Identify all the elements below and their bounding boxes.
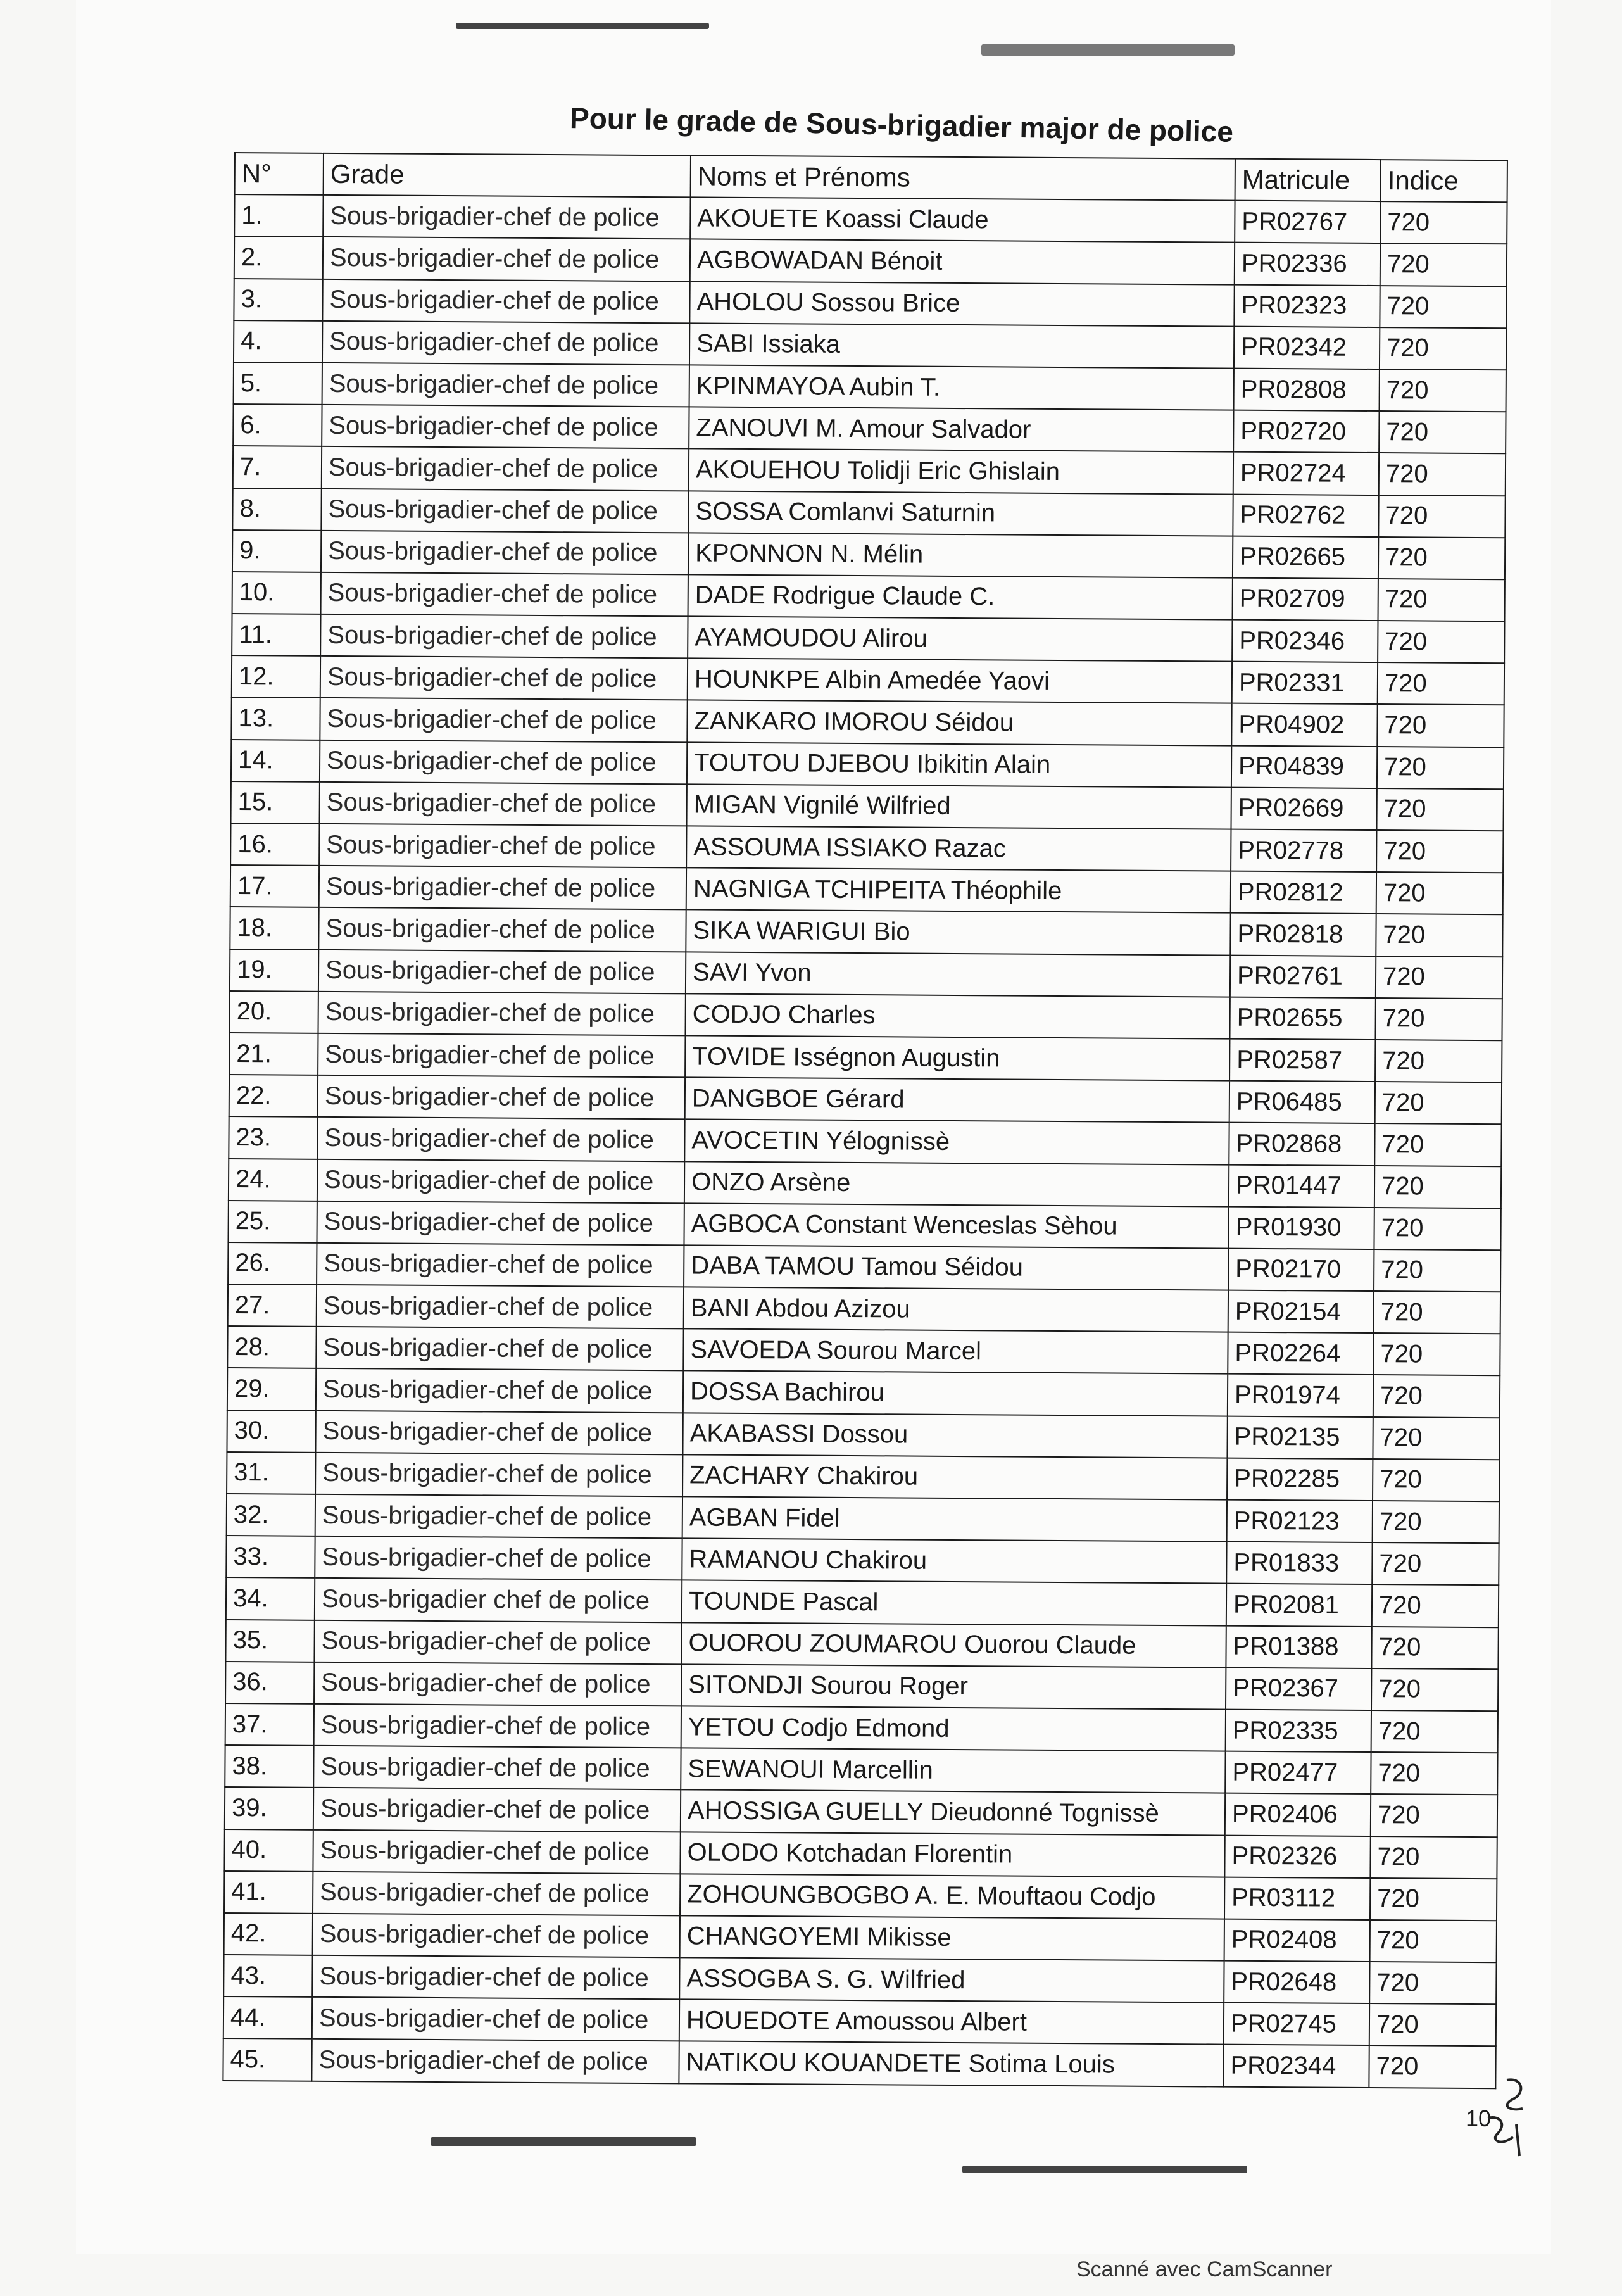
row-indice: 720 (1370, 1836, 1497, 1879)
row-grade: Sous-brigadier-chef de police (323, 195, 690, 239)
table-header-row (235, 153, 1507, 202)
row-grade: Sous-brigadier-chef de police (322, 363, 689, 407)
row-name: ZACHARY Chakirou (682, 1454, 1227, 1499)
table-row (230, 865, 1503, 914)
row-matricule: PR02669 (1231, 787, 1376, 830)
table-row (233, 446, 1506, 495)
row-grade: Sous-brigadier-chef de police (315, 1494, 682, 1539)
row-number: 13. (231, 697, 320, 740)
table-row (224, 1829, 1497, 1878)
header-indice: Indice (1381, 160, 1507, 202)
row-matricule: PR02812 (1231, 871, 1376, 914)
table-row (224, 1913, 1497, 1962)
row-number: 2. (234, 236, 323, 279)
row-matricule: PR02665 (1233, 536, 1378, 579)
row-number: 36. (225, 1662, 314, 1704)
redaction-bar (962, 2166, 1247, 2173)
row-number: 34. (226, 1577, 315, 1620)
row-grade: Sous-brigadier-chef de police (318, 949, 686, 993)
row-matricule: PR02331 (1232, 662, 1378, 705)
row-matricule: PR04839 (1231, 745, 1377, 788)
row-number: 30. (227, 1410, 315, 1453)
row-grade: Sous-brigadier-chef de police (314, 1620, 681, 1664)
row-name: NATIKOU KOUANDETE Sotima Louis (679, 2041, 1223, 2086)
row-number: 10. (232, 572, 321, 614)
row-indice: 720 (1369, 2045, 1495, 2088)
row-name: AKOUETE Koassi Claude (690, 198, 1235, 243)
redaction-bar (456, 23, 709, 29)
row-matricule: PR02342 (1234, 326, 1380, 369)
row-grade: Sous-brigadier-chef de police (322, 321, 689, 365)
row-number: 38. (225, 1745, 313, 1788)
row-number: 24. (229, 1158, 317, 1201)
table-row (229, 1116, 1501, 1166)
row-grade: Sous-brigadier-chef de police (316, 1327, 683, 1371)
table-body (223, 194, 1507, 2088)
row-matricule: PR02767 (1235, 201, 1380, 244)
row-number: 21. (229, 1033, 318, 1075)
row-grade: Sous-brigadier-chef de police (311, 2039, 679, 2083)
row-name: CODJO Charles (685, 993, 1229, 1038)
row-indice: 720 (1375, 1082, 1502, 1124)
row-indice: 720 (1371, 1668, 1498, 1711)
row-name: AGBAN Fidel (682, 1496, 1227, 1541)
row-grade: Sous-brigadier-chef de police (323, 237, 690, 281)
row-matricule: PR02135 (1227, 1416, 1373, 1459)
row-indice: 720 (1369, 2003, 1496, 2046)
row-indice: 720 (1379, 453, 1506, 495)
table-row (225, 1745, 1497, 1795)
row-matricule: PR02655 (1229, 997, 1375, 1040)
row-grade: Sous-brigadier-chef de police (320, 656, 688, 700)
row-grade: Sous-brigadier-chef de police (321, 572, 688, 617)
row-grade: Sous-brigadier-chef de police (318, 1033, 685, 1078)
row-indice: 720 (1373, 1333, 1500, 1375)
table-row (225, 1620, 1498, 1669)
row-number: 40. (224, 1829, 313, 1871)
row-name: SOSSA Comlanvi Saturnin (688, 491, 1233, 536)
row-indice: 720 (1372, 1542, 1499, 1585)
row-matricule: PR02285 (1227, 1458, 1373, 1501)
row-grade: Sous-brigadier chef de police (315, 1578, 682, 1622)
row-grade: Sous-brigadier-chef de police (315, 1536, 682, 1580)
row-matricule: PR02709 (1233, 578, 1378, 621)
row-name: OUOROU ZOUMAROU Ouorou Claude (681, 1622, 1226, 1667)
row-indice: 720 (1371, 1752, 1497, 1795)
row-matricule: PR02745 (1224, 2003, 1369, 2046)
row-matricule: PR06485 (1229, 1081, 1375, 1124)
table-row (231, 697, 1504, 747)
row-matricule: PR02336 (1235, 243, 1380, 286)
row-matricule: PR02154 (1228, 1290, 1374, 1334)
row-matricule: PR01447 (1229, 1164, 1374, 1208)
table-row (228, 1242, 1500, 1292)
row-indice: 720 (1380, 243, 1507, 286)
table-row (232, 488, 1505, 537)
row-indice: 720 (1374, 1249, 1500, 1292)
row-matricule: PR02081 (1226, 1584, 1372, 1627)
row-name: AGBOCA Constant Wenceslas Sèhou (684, 1203, 1228, 1248)
row-indice: 720 (1377, 704, 1504, 747)
row-matricule: PR02808 (1234, 369, 1380, 412)
row-indice: 720 (1375, 1040, 1502, 1082)
row-grade: Sous-brigadier-chef de police (318, 1075, 685, 1120)
row-number: 20. (230, 991, 318, 1033)
row-indice: 720 (1371, 1794, 1497, 1836)
row-matricule: PR02761 (1230, 955, 1376, 998)
table-row (227, 1368, 1500, 1417)
row-indice: 720 (1376, 872, 1503, 914)
row-grade: Sous-brigadier-chef de police (320, 740, 687, 784)
row-grade: Sous-brigadier-chef de police (319, 824, 686, 868)
row-grade: Sous-brigadier-chef de police (322, 405, 689, 449)
row-grade: Sous-brigadier-chef de police (317, 1285, 684, 1329)
row-indice: 720 (1378, 579, 1505, 621)
row-matricule: PR04902 (1231, 703, 1377, 747)
row-indice: 720 (1371, 1710, 1498, 1753)
row-indice: 720 (1380, 201, 1507, 244)
row-number: 31. (227, 1452, 315, 1494)
row-number: 3. (234, 279, 322, 321)
row-name: ONZO Arsène (684, 1161, 1229, 1206)
row-matricule: PR02323 (1234, 284, 1380, 327)
row-name: SEWANOUI Marcellin (681, 1748, 1225, 1793)
row-number: 22. (229, 1075, 318, 1117)
row-grade: Sous-brigadier-chef de police (314, 1662, 681, 1706)
row-name: DANGBOE Gérard (685, 1078, 1229, 1123)
row-grade: Sous-brigadier-chef de police (317, 1201, 684, 1246)
row-name: KPINMAYOA Aubin T. (689, 365, 1234, 410)
row-number: 23. (229, 1116, 317, 1159)
row-number: 41. (224, 1871, 313, 1914)
row-name: KPONNON N. Mélin (688, 533, 1233, 577)
row-name: SITONDJI Sourou Roger (681, 1664, 1226, 1709)
table-row (226, 1536, 1499, 1585)
row-indice: 720 (1370, 1878, 1497, 1921)
row-number: 11. (232, 614, 320, 656)
row-matricule: PR02648 (1224, 1961, 1369, 2004)
table-row (230, 949, 1502, 999)
row-number: 19. (230, 949, 318, 992)
row-indice: 720 (1380, 369, 1506, 412)
page-number: 10 (1466, 2105, 1492, 2131)
row-name: RAMANOU Chakirou (682, 1539, 1226, 1584)
row-grade: Sous-brigadier-chef de police (313, 1871, 680, 1915)
row-indice: 720 (1372, 1584, 1499, 1627)
row-grade: Sous-brigadier-chef de police (321, 488, 688, 533)
table-row (229, 1033, 1502, 1082)
header-number: N° (235, 153, 324, 195)
row-indice: 720 (1379, 411, 1506, 453)
row-name: ZANOUVI M. Amour Salvador (689, 407, 1233, 452)
row-grade: Sous-brigadier-chef de police (320, 614, 688, 659)
row-matricule: PR02367 (1226, 1667, 1371, 1710)
table-row (234, 320, 1506, 370)
row-indice: 720 (1377, 747, 1504, 789)
row-indice: 720 (1375, 998, 1502, 1040)
row-matricule: PR01930 (1228, 1206, 1374, 1249)
personnel-table (222, 152, 1508, 2089)
row-name: CHANGOYEMI Mikisse (680, 1915, 1224, 1960)
row-indice: 720 (1370, 1920, 1497, 1962)
handwritten-initials (1462, 2074, 1538, 2162)
table-row (231, 781, 1504, 831)
row-grade: Sous-brigadier-chef de police (316, 1368, 683, 1413)
row-number: 1. (234, 194, 323, 237)
row-name: MIGAN Vignilé Wilfried (687, 784, 1231, 829)
row-name: DADE Rodrigue Claude C. (688, 574, 1233, 619)
row-number: 17. (230, 865, 319, 907)
row-name: ASSOGBA S. G. Wilfried (679, 1957, 1224, 2002)
table-row (232, 530, 1505, 579)
row-indice: 720 (1380, 327, 1506, 370)
row-number: 39. (225, 1787, 313, 1829)
page-title: Pour le grade de Sous-brigadier major de police (569, 101, 1234, 148)
row-number: 18. (230, 907, 318, 949)
row-name: SAVI Yvon (686, 952, 1230, 997)
row-grade: Sous-brigadier-chef de police (315, 1453, 682, 1497)
row-grade: Sous-brigadier-chef de police (313, 1914, 680, 1958)
row-name: ASSOUMA ISSIAKO Razac (686, 826, 1231, 871)
row-number: 28. (227, 1326, 316, 1368)
table-row (234, 236, 1507, 286)
header-matricule: Matricule (1235, 159, 1381, 202)
table-row (225, 1787, 1497, 1836)
row-indice: 720 (1376, 956, 1502, 999)
header-names: Noms et Prénoms (691, 155, 1235, 200)
row-name: YETOU Codjo Edmond (681, 1706, 1226, 1751)
row-indice: 720 (1378, 621, 1504, 663)
row-name: AKOUEHOU Tolidji Eric Ghislain (689, 449, 1233, 494)
row-name: DABA TAMOU Tamou Séidou (684, 1245, 1228, 1290)
row-name: BANI Abdou Azizou (684, 1287, 1228, 1332)
row-name: AKABASSI Dossou (682, 1413, 1227, 1458)
row-indice: 720 (1373, 1459, 1499, 1501)
row-name: DOSSA Bachirou (683, 1371, 1228, 1416)
table-row (223, 1955, 1496, 2004)
row-matricule: PR01388 (1226, 1625, 1371, 1668)
row-name: TOUTOU DJEBOU Ibikitin Alain (687, 742, 1231, 787)
row-name: ZANKARO IMOROU Séidou (687, 700, 1231, 745)
row-name: SIKA WARIGUI Bio (686, 910, 1230, 955)
row-number: 27. (228, 1284, 317, 1327)
row-name: AGBOWADAN Bénoit (690, 239, 1235, 284)
row-number: 43. (223, 1955, 312, 1997)
table-row (232, 614, 1504, 663)
row-matricule: PR02724 (1233, 452, 1379, 495)
row-number: 7. (233, 446, 322, 488)
row-matricule: PR02868 (1229, 1123, 1374, 1166)
row-matricule: PR02406 (1225, 1793, 1371, 1836)
row-indice: 720 (1369, 1962, 1496, 2004)
table-row (234, 279, 1506, 328)
row-number: 42. (224, 1913, 313, 1955)
row-indice: 720 (1378, 662, 1504, 705)
row-grade: Sous-brigadier-chef de police (322, 279, 689, 323)
row-name: AYAMOUDOU Alirou (688, 616, 1232, 661)
table-row (223, 1996, 1496, 2046)
table-row (227, 1410, 1499, 1460)
row-matricule: PR02264 (1228, 1332, 1373, 1375)
row-matricule: PR01833 (1226, 1542, 1372, 1585)
row-indice: 720 (1376, 830, 1503, 873)
table-row (234, 362, 1506, 412)
row-grade: Sous-brigadier-chef de police (313, 1788, 681, 1832)
row-indice: 720 (1373, 1417, 1499, 1460)
row-number: 14. (231, 740, 320, 782)
row-number: 35. (225, 1620, 314, 1662)
row-grade: Sous-brigadier-chef de police (314, 1704, 681, 1748)
row-name: OLODO Kotchadan Florentin (680, 1832, 1224, 1877)
row-indice: 720 (1380, 286, 1506, 328)
table-row (223, 2038, 1495, 2088)
row-indice: 720 (1376, 788, 1503, 831)
row-number: 15. (231, 781, 320, 824)
row-indice: 720 (1378, 537, 1505, 579)
table-row (225, 1662, 1498, 1711)
table-row (227, 1494, 1499, 1543)
row-grade: Sous-brigadier-chef de police (317, 1159, 684, 1203)
row-grade: Sous-brigadier-chef de police (320, 698, 687, 742)
row-matricule: PR02587 (1229, 1039, 1375, 1082)
row-grade: Sous-brigadier-chef de police (322, 446, 689, 491)
row-number: 6. (233, 404, 322, 446)
redaction-bar (981, 44, 1235, 56)
table-row (230, 907, 1502, 956)
row-number: 25. (228, 1201, 317, 1243)
row-name: SAVOEDA Sourou Marcel (683, 1329, 1228, 1374)
row-indice: 720 (1374, 1166, 1501, 1208)
row-grade: Sous-brigadier-chef de police (313, 1829, 680, 1874)
row-grade: Sous-brigadier-chef de police (318, 907, 686, 952)
row-number: 9. (232, 530, 321, 572)
table-row (228, 1201, 1500, 1250)
row-number: 4. (234, 320, 322, 363)
row-grade: Sous-brigadier-chef de police (312, 1997, 679, 2041)
table-row (230, 823, 1503, 873)
row-name: TOVIDE Isségnon Augustin (685, 1035, 1229, 1080)
row-number: 29. (227, 1368, 316, 1410)
row-grade: Sous-brigadier-chef de police (321, 531, 688, 575)
row-matricule: PR01974 (1228, 1374, 1373, 1417)
row-indice: 720 (1373, 1375, 1500, 1417)
row-number: 16. (230, 823, 319, 866)
redaction-bar (431, 2137, 696, 2146)
table-row (228, 1284, 1500, 1334)
row-name: ZOHOUNGBOGBO A. E. Mouftaou Codjo (680, 1874, 1224, 1919)
row-grade: Sous-brigadier-chef de police (319, 866, 686, 910)
row-grade: Sous-brigadier-chef de police (313, 1746, 681, 1790)
table-row (233, 404, 1506, 453)
row-grade: Sous-brigadier-chef de police (312, 1955, 679, 2000)
row-matricule: PR02720 (1233, 410, 1379, 453)
row-name: HOUEDOTE Amoussou Albert (679, 2000, 1224, 2045)
row-number: 44. (223, 1996, 312, 2039)
table-row (227, 1326, 1500, 1375)
row-indice: 720 (1374, 1208, 1500, 1250)
row-grade: Sous-brigadier-chef de police (317, 1243, 684, 1287)
row-grade: Sous-brigadier-chef de police (317, 1117, 684, 1161)
row-name: TOUNDE Pascal (682, 1580, 1226, 1625)
row-matricule: PR02123 (1227, 1500, 1373, 1543)
table-row (227, 1452, 1499, 1501)
row-number: 12. (232, 655, 320, 698)
row-matricule: PR02326 (1224, 1835, 1370, 1878)
row-name: AHOLOU Sossou Brice (689, 281, 1234, 326)
row-matricule: PR02344 (1223, 2045, 1369, 2088)
row-indice: 720 (1373, 1501, 1499, 1543)
row-number: 5. (234, 362, 322, 405)
row-name: AVOCETIN Yélognissè (684, 1120, 1229, 1164)
table-row (230, 991, 1502, 1040)
row-matricule: PR02335 (1226, 1710, 1371, 1753)
table-row (226, 1577, 1499, 1627)
row-name: HOUNKPE Albin Amedée Yaovi (688, 659, 1232, 703)
row-name: SABI Issiaka (689, 323, 1234, 368)
row-number: 33. (226, 1536, 315, 1578)
row-matricule: PR03112 (1224, 1877, 1370, 1920)
row-matricule: PR02818 (1230, 913, 1376, 956)
table-row (232, 572, 1505, 621)
table-row (225, 1703, 1498, 1753)
table-row (224, 1871, 1497, 1921)
row-name: NAGNIGA TCHIPEITA Théophile (686, 868, 1231, 913)
row-number: 8. (232, 488, 321, 530)
table-row (229, 1075, 1502, 1124)
table-row (231, 740, 1504, 789)
row-indice: 720 (1376, 914, 1502, 956)
table-row (229, 1158, 1501, 1208)
row-number: 26. (228, 1242, 317, 1285)
row-indice: 720 (1378, 495, 1505, 538)
row-grade: Sous-brigadier-chef de police (318, 992, 686, 1036)
row-name: AHOSSIGA GUELLY Dieudonné Tognissè (681, 1790, 1225, 1835)
row-number: 45. (223, 2038, 311, 2081)
row-grade: Sous-brigadier-chef de police (320, 782, 687, 826)
row-indice: 720 (1371, 1627, 1498, 1669)
row-matricule: PR02762 (1233, 494, 1378, 537)
row-matricule: PR02346 (1232, 620, 1378, 663)
row-number: 32. (227, 1494, 315, 1536)
row-grade: Sous-brigadier-chef de police (315, 1410, 682, 1454)
table-row (234, 194, 1507, 244)
row-number: 37. (225, 1703, 314, 1746)
row-matricule: PR02408 (1224, 1919, 1370, 1962)
scan-watermark: Scanné avec CamScanner (1076, 2257, 1333, 2281)
table-row (232, 655, 1504, 705)
row-matricule: PR02170 (1228, 1249, 1374, 1292)
row-matricule: PR02477 (1225, 1751, 1371, 1795)
header-grade: Grade (324, 153, 691, 198)
row-matricule: PR02778 (1231, 829, 1376, 873)
row-indice: 720 (1374, 1291, 1500, 1334)
row-indice: 720 (1374, 1123, 1501, 1166)
